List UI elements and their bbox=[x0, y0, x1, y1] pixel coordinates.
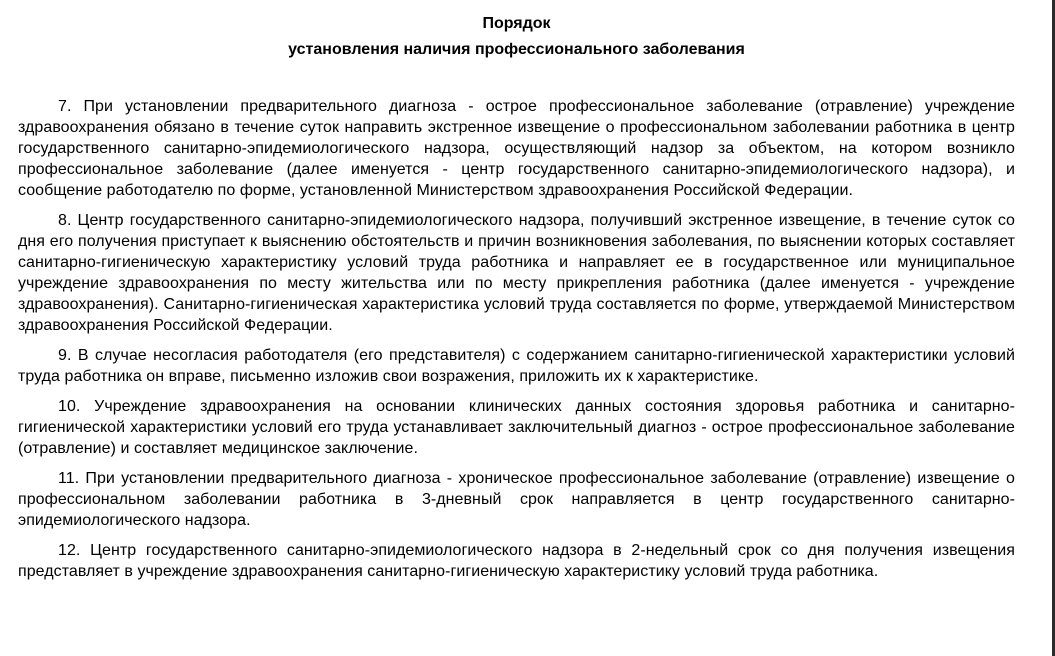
paragraph-8: 8. Центр государственного санитарно-эпидемиологического надзора, получивший экстренное извещение, в течение суток со дня его получения приступает к выяснению обстоятельств и причин возникновения заболевания, по выяснении которых составляет санитарно-гигиеническую характеристику условий труда работника и направляет ее в государственное или муниципальное учреждение здравоохранения по месту жительства или по месту прикрепления работника (далее именуется - учреждение здравоохранения). Санитарно-гигиеническая характеристика условий труда составляется по форме, утверждаемой Министерством здравоохранения Российской Федерации. bbox=[18, 212, 1015, 334]
document-page bbox=[18, 0, 1015, 591]
paragraph-7: 7. При установлении предварительного диагноза - острое профессиональное заболевание (отравление) учреждение здравоохранения обязано в течение суток направить экстренное извещение о профессиональном заболевании работника в центр государственного санитарно-эпидемиологического надзора, осуществляющий надзор за объектом, на котором возникло профессиональное заболевание (далее именуется - центр государственного санитарно-эпидемиологического надзора), и сообщение работодателю по форме, установленной Министерством здравоохранения Российской Федерации. bbox=[18, 98, 1015, 199]
document-subtitle: установления наличия профессионального заболевания bbox=[288, 41, 745, 58]
paragraph-10: 10. Учреждение здравоохранения на основании клинических данных состояния здоровья работника и санитарно-гигиенической характеристики условий его труда устанавливает заключительный диагноз - острое профессиональное заболевание (отравление) и составляет медицинское заключение. bbox=[18, 398, 1015, 457]
paragraph-9: 9. В случае несогласия работодателя (его представителя) с содержанием санитарно-гигиенической характеристики условий труда работника он вправе, письменно изложив свои возражения, приложить их к характеристике. bbox=[18, 347, 1015, 385]
document-title: Порядок bbox=[482, 15, 551, 32]
paragraph-12: 12. Центр государственного санитарно-эпидемиологического надзора в 2-недельный срок со дня получения извещения представляет в учреждение здравоохранения санитарно-гигиеническую характеристику условий труда работника. bbox=[18, 542, 1015, 580]
document-body bbox=[18, 96, 1015, 582]
paragraph-11: 11. При установлении предварительного диагноза - хроническое профессиональное заболевание (отравление) извещение о профессиональном заболевании работника в 3-дневный срок направляется в центр государственного санитарно-эпидемиологического надзора. bbox=[18, 470, 1015, 529]
